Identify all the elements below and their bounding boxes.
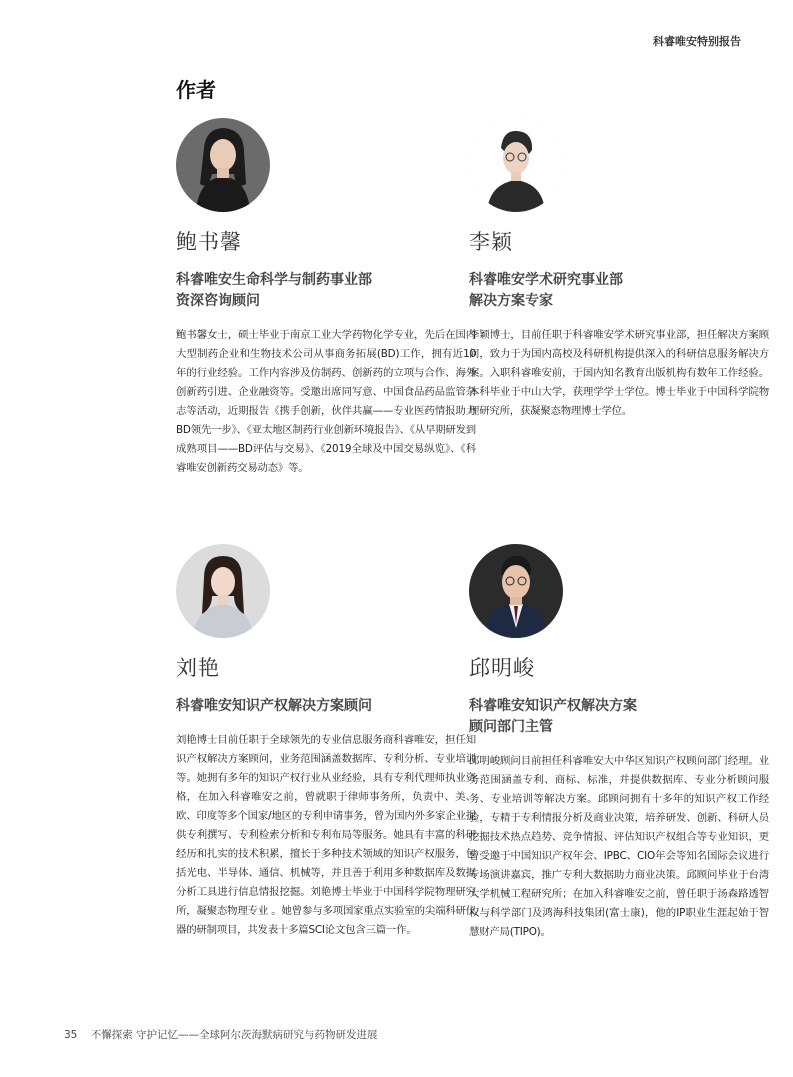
- author-name: 邱明峻: [469, 656, 535, 680]
- section-title: 作者: [176, 78, 216, 102]
- author-role: 科睿唯安知识产权解决方案顾问: [176, 698, 372, 714]
- author-photo: [176, 118, 270, 212]
- footer-text: 不懈探索 守护记忆——全球阿尔茨海默病研究与药物研发进展: [90, 1029, 378, 1041]
- author-card-li: [469, 118, 769, 421]
- page-footer: [64, 1027, 378, 1042]
- report-header-title: 科睿唯安特别报告: [653, 35, 741, 48]
- author-name: 李颖: [469, 230, 513, 254]
- author-bio: 刘艳博士目前任职于全球领先的专业信息服务商科睿唯安，担任知识产权解决方案顾问，业务范围涵盖数据库、专利分析、专业培训等。她拥有多年的知识产权行业从业经验，具有专利代理师执业资格，在加入科睿唯安之前，曾就职于律师事务所，负责中、美、欧、印度等多个国家/地区的专利申请事务，曾为国内外多家企业提供专利撰写、专利检索分析和专利布局等服务。她具有丰富的科研经历和扎实的技术积累，擅长于多种技术领域的知识产权服务，包括光电、半导体、通信、机械等，并且善于利用多种数据库及数据分析工具进行信息情报挖掘。刘艳博士毕业于中国科学院物理研究所，凝聚态物理专业 。她曾参与多项国家重点实验室的尖端科研仪器的研制项目，共发表十多篇SCI论文包含三篇一作。: [176, 734, 476, 936]
- author-bio: 邱明峻顾问目前担任科睿唯安大中华区知识产权顾问部门经理。业务范围涵盖专利、商标、标准，并提供数据库、专业分析顾问服务、专业培训等解决方案。邱顾问拥有十多年的知识产权工作经验，专精于专利情报分析及商业决策，培养研发、创新、科研人员挖掘技术热点趋势、竞争情报、评估知识产权组合等专业知识，更曾受邀于中国知识产权年会、IPBC、CIO年会等知名国际会议进行专场演讲嘉宾，推广专利大数据助力商业决策。邱顾问毕业于台湾大学机械工程研究所；在加入科睿唯安之前，曾任职于汤森路透智权与科学部门及鸿海科技集团(富士康)，他的IP职业生涯起始于智慧财产局(TIPO)。: [469, 755, 769, 938]
- page-number: 35: [64, 1029, 78, 1041]
- author-role: 科睿唯安生命科学与制药事业部 资深咨询顾问: [176, 272, 372, 309]
- author-role: 科睿唯安学术研究事业部 解决方案专家: [469, 272, 623, 309]
- author-card-bao: [176, 118, 476, 478]
- author-card-liu: [176, 544, 476, 940]
- author-bio: 鲍书馨女士，硕士毕业于南京工业大学药物化学专业，先后在国内大型制药企业和生物技术公司从事商务拓展(BD)工作，拥有近10年的行业经验。工作内容涉及仿制药、创新药的立项与合作、海外创新药引进、企业融资等。受邀出席同写意、中国食品药品监管杂志等活动，近期报告《携手创新，伙伴共赢——专业医药情报助力BD领先一步》、《亚太地区制药行业创新环境报告》、《从早期研发到成熟项目——BD评估与交易》、《2019全球及中国交易纵览》、《科睿唯安创新药交易动态》等。: [176, 329, 476, 474]
- author-name: 鲍书馨: [176, 230, 242, 254]
- author-role: 科睿唯安知识产权解决方案 顾问部门主管: [469, 698, 637, 735]
- author-card-qiu: [469, 544, 769, 942]
- author-photo: [469, 118, 563, 212]
- author-bio: 李颖博士，目前任职于科睿唯安学术研究事业部，担任解决方案顾问，致力于为国内高校及科研机构提供深入的科研信息服务解决方案。入职科睿唯安前，于国内知名教育出版机构有数年工作经验。本科毕业于中山大学，获理学学士学位。博士毕业于中国科学院物理研究所，获凝聚态物理博士学位。: [469, 329, 769, 417]
- author-photo: [176, 544, 270, 638]
- author-photo: [469, 544, 563, 638]
- author-name: 刘艳: [176, 656, 220, 680]
